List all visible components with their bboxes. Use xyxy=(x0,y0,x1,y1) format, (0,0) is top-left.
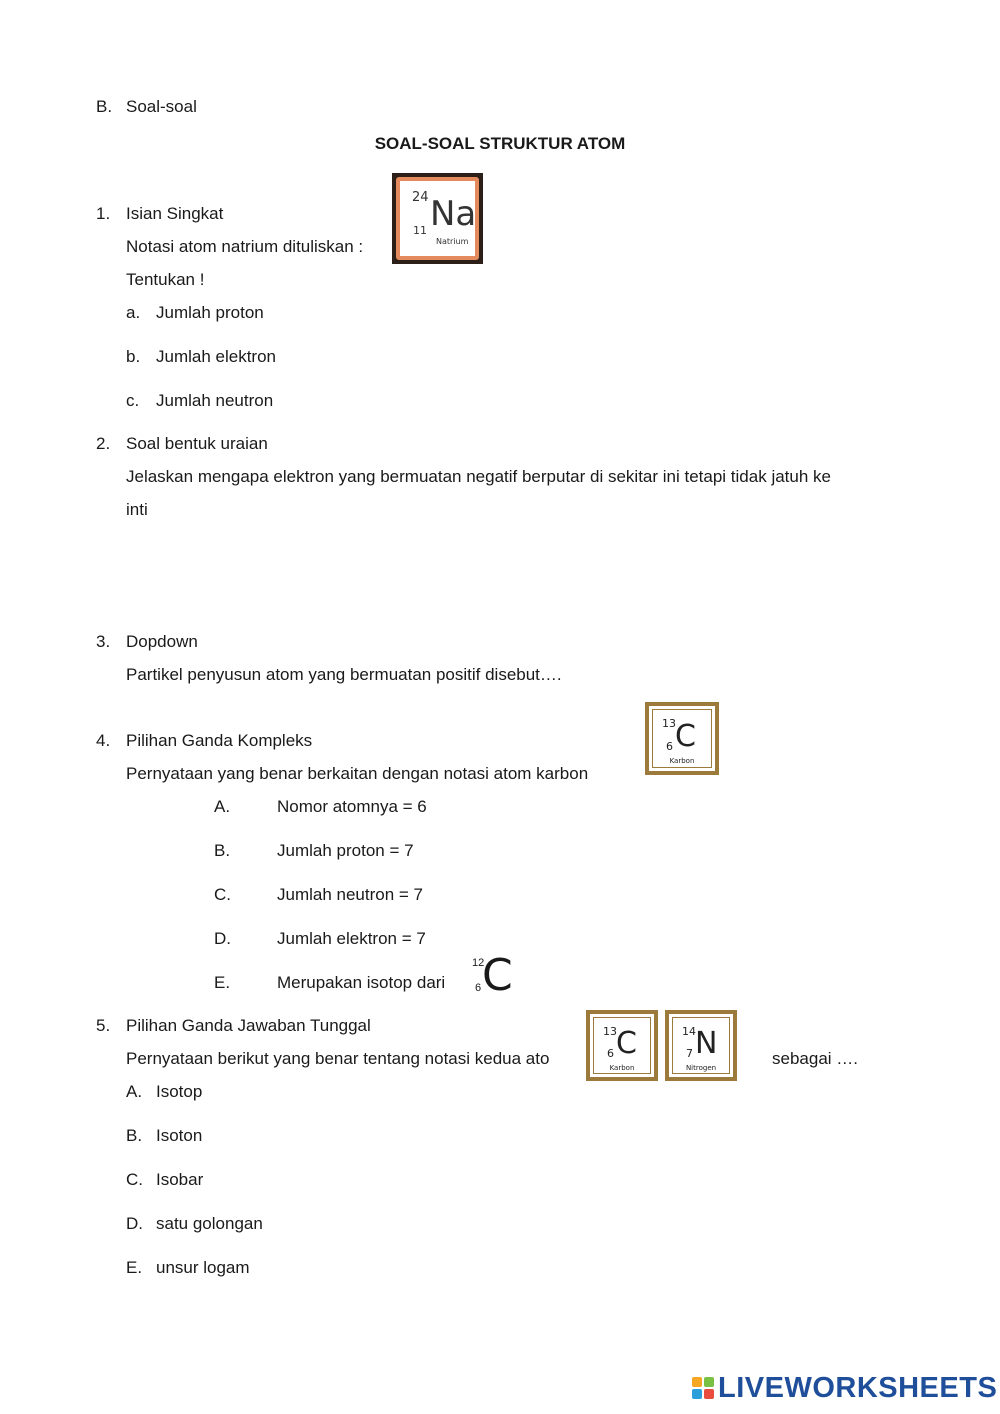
q4-option-letter: E. xyxy=(214,973,231,992)
nitrogen-name: Nitrogen xyxy=(685,1064,717,1072)
q1-item-text: Jumlah neutron xyxy=(156,391,274,410)
isotope-symbol: C xyxy=(482,950,513,1001)
page-heading: SOAL-SOAL STRUKTUR ATOM xyxy=(374,134,626,153)
q4-option-text: Jumlah elektron = 7 xyxy=(277,929,426,948)
q4-option-letter: B. xyxy=(214,841,231,860)
q4-option-letter: A. xyxy=(214,797,231,816)
q5-option-letter: D. xyxy=(126,1214,143,1233)
q1-item-letter: a. xyxy=(126,303,141,322)
nitrogen-mass: 14 xyxy=(682,1025,696,1038)
q4-type: Pilihan Ganda Kompleks xyxy=(126,731,313,750)
isotope-mass: 12 xyxy=(472,957,485,969)
q1-instruction: Tentukan ! xyxy=(126,270,205,289)
karbon-symbol: C xyxy=(616,1026,637,1061)
q5-option-text: Isobar xyxy=(156,1170,204,1189)
q3-text: Partikel penyusun atom yang bermuatan positif disebut…. xyxy=(126,665,562,684)
q4-number: 4. xyxy=(96,731,111,750)
section-title: Soal-soal xyxy=(126,97,197,116)
karbon-number: 6 xyxy=(666,740,673,753)
q4-option-letter: C. xyxy=(214,885,231,904)
karbon-mass: 13 xyxy=(603,1025,617,1038)
q4-option-text: Merupakan isotop dari xyxy=(277,973,446,992)
q5-option-text: unsur logam xyxy=(156,1258,250,1277)
q1-type: Isian Singkat xyxy=(126,204,224,223)
liveworksheets-logo-icon xyxy=(692,1377,716,1401)
q5-option-text: satu golongan xyxy=(156,1214,263,1233)
q4-option-text: Jumlah proton = 7 xyxy=(277,841,414,860)
q5-text-before: Pernyataan berikut yang benar tentang notasi kedua ato xyxy=(126,1049,550,1068)
section-letter: B. xyxy=(96,97,113,116)
karbon-tile-q4 xyxy=(645,702,719,775)
q4-option-text: Nomor atomnya = 6 xyxy=(277,797,427,816)
q5-option-letter: C. xyxy=(126,1170,143,1189)
q4-text: Pernyataan yang benar berkaitan dengan notasi atom karbon xyxy=(126,764,589,783)
karbon-name: Karbon xyxy=(669,757,695,765)
natrium-symbol: Na xyxy=(430,194,477,234)
q5-number: 5. xyxy=(96,1016,111,1035)
q4-option-text: Jumlah neutron = 7 xyxy=(277,885,424,904)
q4-option-letter: D. xyxy=(214,929,231,948)
liveworksheets-logo[interactable]: LIVEWORKSHEETS xyxy=(718,1372,998,1404)
nitrogen-tile xyxy=(665,1010,737,1081)
karbon-number: 6 xyxy=(607,1047,614,1060)
karbon-name: Karbon xyxy=(609,1064,635,1072)
q5-option-letter: B. xyxy=(126,1126,143,1145)
q2-type: Soal bentuk uraian xyxy=(126,434,268,453)
karbon-tile-q5 xyxy=(586,1010,658,1081)
q1-item-letter: c. xyxy=(126,391,140,410)
q5-option-text: Isotop xyxy=(156,1082,203,1101)
nitrogen-symbol: N xyxy=(695,1026,718,1061)
q5-option-text: Isoton xyxy=(156,1126,203,1145)
q5-type: Pilihan Ganda Jawaban Tunggal xyxy=(126,1016,371,1035)
q5-option-letter: A. xyxy=(126,1082,143,1101)
nitrogen-number: 7 xyxy=(686,1047,693,1060)
q5-text-after: sebagai …. xyxy=(772,1049,858,1068)
q3-type: Dopdown xyxy=(126,632,198,651)
q2-number: 2. xyxy=(96,434,111,453)
natrium-number: 11 xyxy=(413,224,427,237)
karbon-symbol: C xyxy=(675,719,696,754)
q1-item-text: Jumlah elektron xyxy=(156,347,277,366)
q3-number: 3. xyxy=(96,632,111,651)
natrium-mass: 24 xyxy=(412,190,429,205)
natrium-tile xyxy=(392,173,483,264)
natrium-name: Natrium xyxy=(436,237,469,246)
q1-text: Notasi atom natrium dituliskan : xyxy=(126,237,364,256)
q5-option-letter: E. xyxy=(126,1258,143,1277)
q1-number: 1. xyxy=(96,204,111,223)
q2-text-line1: Jelaskan mengapa elektron yang bermuatan negatif berputar di sekitar ini tetapi tidak jatuh ke xyxy=(126,467,831,486)
q2-text-line2: inti xyxy=(126,500,148,519)
karbon-mass: 13 xyxy=(662,717,676,730)
isotope-number: 6 xyxy=(475,982,482,994)
q1-item-letter: b. xyxy=(126,347,141,366)
q1-item-text: Jumlah proton xyxy=(156,303,264,322)
